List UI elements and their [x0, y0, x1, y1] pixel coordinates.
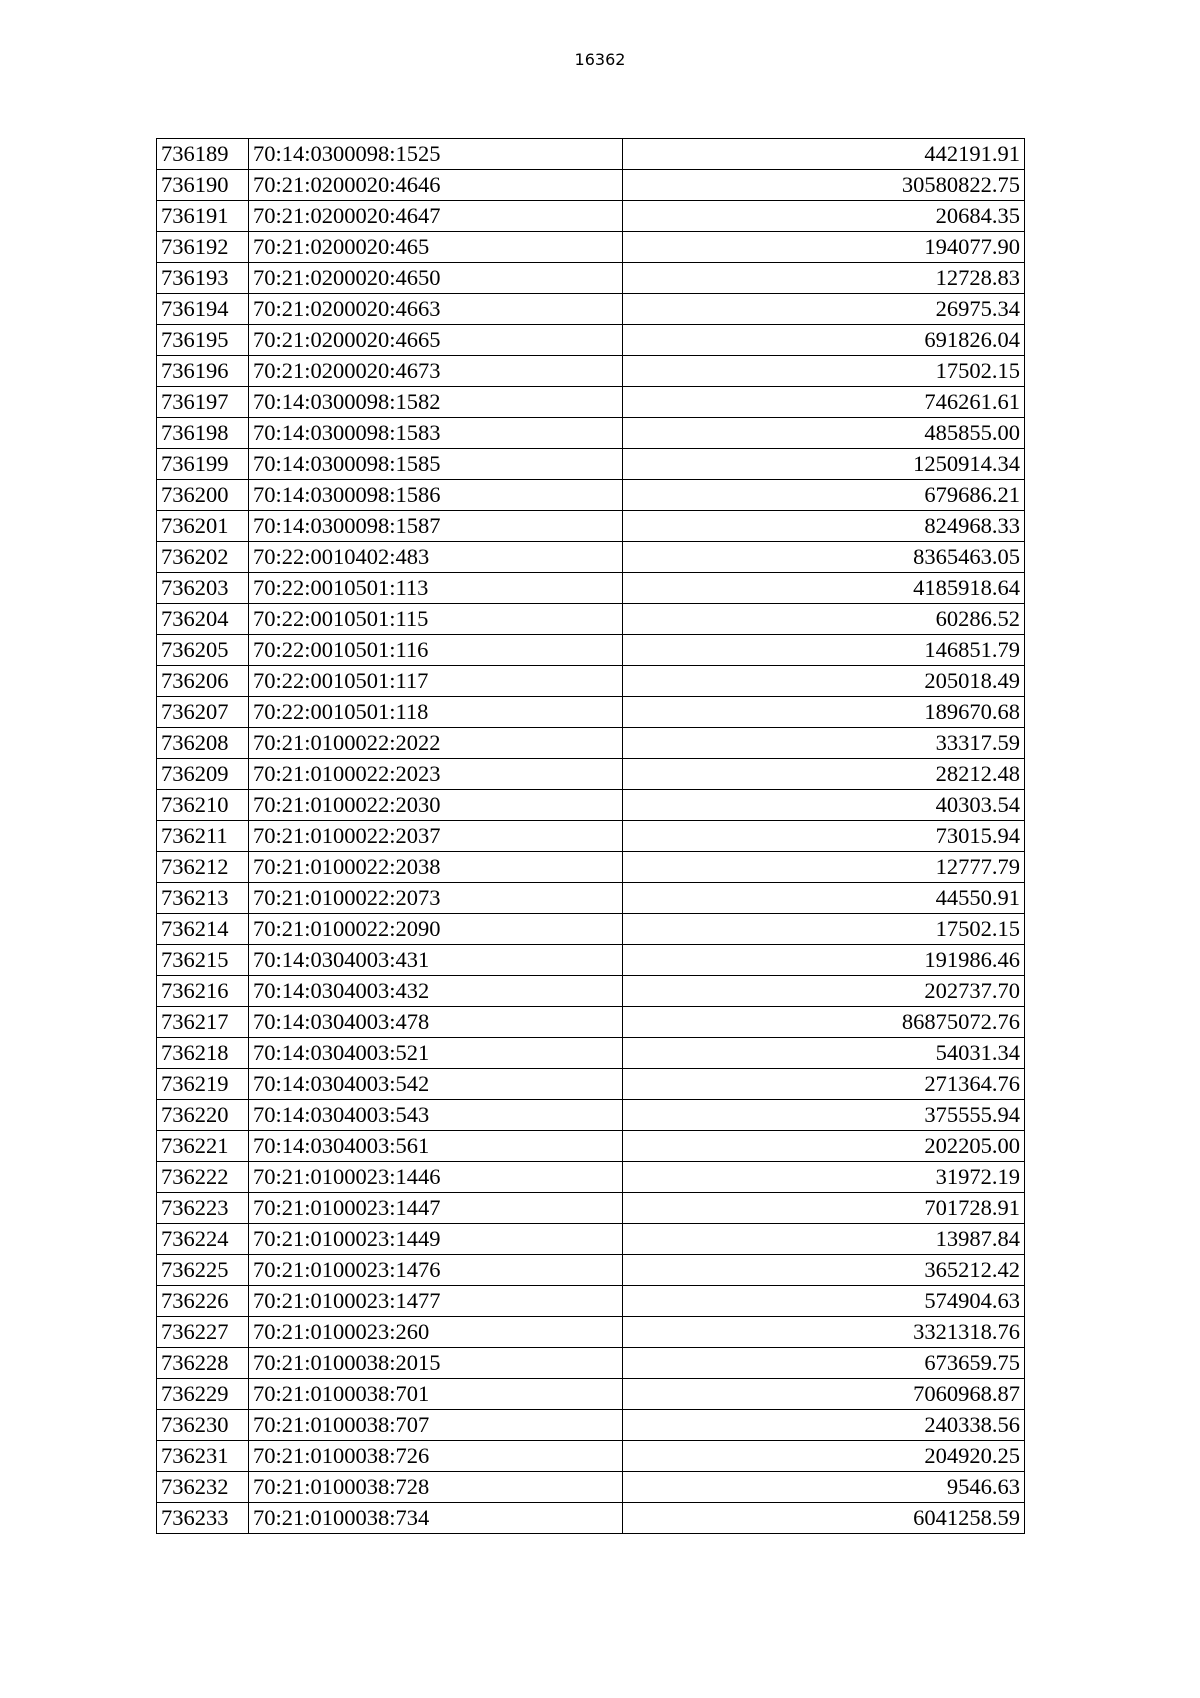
row-number-cell: 736191 — [157, 201, 249, 232]
cadastral-value-cell: 44550.91 — [623, 883, 1025, 914]
cadastral-value-cell: 375555.94 — [623, 1100, 1025, 1131]
row-number-cell: 736224 — [157, 1224, 249, 1255]
row-number-cell: 736223 — [157, 1193, 249, 1224]
cadastral-number-cell: 70:21:0100023:1449 — [249, 1224, 623, 1255]
cadastral-number-cell: 70:21:0100022:2022 — [249, 728, 623, 759]
cadastral-value-cell: 194077.90 — [623, 232, 1025, 263]
cadastral-number-cell: 70:21:0100038:707 — [249, 1410, 623, 1441]
table-row — [157, 1441, 1025, 1472]
table-row — [157, 1100, 1025, 1131]
table-row — [157, 1472, 1025, 1503]
table-row — [157, 697, 1025, 728]
cadastral-value-cell: 20684.35 — [623, 201, 1025, 232]
row-number-cell: 736194 — [157, 294, 249, 325]
row-number-cell: 736206 — [157, 666, 249, 697]
cadastral-value-cell: 824968.33 — [623, 511, 1025, 542]
cadastral-value-cell: 12777.79 — [623, 852, 1025, 883]
cadastral-value-cell: 204920.25 — [623, 1441, 1025, 1472]
row-number-cell: 736193 — [157, 263, 249, 294]
table-row — [157, 1410, 1025, 1441]
cadastral-number-cell: 70:21:0100022:2030 — [249, 790, 623, 821]
table-row — [157, 356, 1025, 387]
cadastral-number-cell: 70:22:0010501:116 — [249, 635, 623, 666]
cadastral-value-cell: 1250914.34 — [623, 449, 1025, 480]
cadastral-number-cell: 70:21:0100023:1447 — [249, 1193, 623, 1224]
cadastral-value-cell: 17502.15 — [623, 356, 1025, 387]
row-number-cell: 736216 — [157, 976, 249, 1007]
cadastral-number-cell: 70:22:0010402:483 — [249, 542, 623, 573]
cadastral-number-cell: 70:14:0300098:1585 — [249, 449, 623, 480]
row-number-cell: 736220 — [157, 1100, 249, 1131]
row-number-cell: 736209 — [157, 759, 249, 790]
cadastral-number-cell: 70:21:0100023:1476 — [249, 1255, 623, 1286]
table-row — [157, 1503, 1025, 1534]
table-row — [157, 449, 1025, 480]
row-number-cell: 736201 — [157, 511, 249, 542]
cadastral-value-cell: 6041258.59 — [623, 1503, 1025, 1534]
cadastral-number-cell: 70:21:0100022:2090 — [249, 914, 623, 945]
cadastral-value-cell: 86875072.76 — [623, 1007, 1025, 1038]
cadastral-number-cell: 70:21:0100023:1477 — [249, 1286, 623, 1317]
cadastral-number-cell: 70:21:0100038:728 — [249, 1472, 623, 1503]
cadastral-number-cell: 70:14:0304003:542 — [249, 1069, 623, 1100]
table-row — [157, 604, 1025, 635]
table-row — [157, 480, 1025, 511]
cadastral-number-cell: 70:21:0200020:4647 — [249, 201, 623, 232]
page-number: 16362 — [574, 50, 626, 69]
cadastral-value-cell: 17502.15 — [623, 914, 1025, 945]
cadastral-number-cell: 70:21:0200020:4650 — [249, 263, 623, 294]
table-row — [157, 294, 1025, 325]
table-row — [157, 1348, 1025, 1379]
cadastral-value-cell: 701728.91 — [623, 1193, 1025, 1224]
table-row — [157, 1193, 1025, 1224]
cadastral-number-cell: 70:14:0300098:1587 — [249, 511, 623, 542]
cadastral-value-cell: 673659.75 — [623, 1348, 1025, 1379]
cadastral-value-cell: 679686.21 — [623, 480, 1025, 511]
cadastral-value-table — [156, 138, 1025, 1534]
cadastral-number-cell: 70:14:0304003:543 — [249, 1100, 623, 1131]
cadastral-value-cell: 26975.34 — [623, 294, 1025, 325]
row-number-cell: 736212 — [157, 852, 249, 883]
table-row — [157, 1317, 1025, 1348]
table-row — [157, 635, 1025, 666]
cadastral-value-cell: 33317.59 — [623, 728, 1025, 759]
cadastral-value-cell: 28212.48 — [623, 759, 1025, 790]
table-row — [157, 418, 1025, 449]
row-number-cell: 736229 — [157, 1379, 249, 1410]
row-number-cell: 736215 — [157, 945, 249, 976]
cadastral-number-cell: 70:22:0010501:113 — [249, 573, 623, 604]
cadastral-number-cell: 70:21:0100038:734 — [249, 1503, 623, 1534]
cadastral-number-cell: 70:21:0100022:2037 — [249, 821, 623, 852]
cadastral-number-cell: 70:14:0304003:432 — [249, 976, 623, 1007]
row-number-cell: 736227 — [157, 1317, 249, 1348]
table-row — [157, 511, 1025, 542]
table-row — [157, 790, 1025, 821]
cadastral-value-cell: 189670.68 — [623, 697, 1025, 728]
cadastral-value-cell: 12728.83 — [623, 263, 1025, 294]
table-row — [157, 883, 1025, 914]
cadastral-number-cell: 70:21:0100023:1446 — [249, 1162, 623, 1193]
cadastral-value-cell: 40303.54 — [623, 790, 1025, 821]
table-row — [157, 201, 1025, 232]
cadastral-value-cell: 485855.00 — [623, 418, 1025, 449]
cadastral-value-cell: 202737.70 — [623, 976, 1025, 1007]
table-row — [157, 1379, 1025, 1410]
cadastral-number-cell: 70:22:0010501:117 — [249, 666, 623, 697]
cadastral-number-cell: 70:21:0200020:4665 — [249, 325, 623, 356]
cadastral-value-cell: 691826.04 — [623, 325, 1025, 356]
row-number-cell: 736218 — [157, 1038, 249, 1069]
row-number-cell: 736207 — [157, 697, 249, 728]
table-row — [157, 1038, 1025, 1069]
row-number-cell: 736222 — [157, 1162, 249, 1193]
table-row — [157, 976, 1025, 1007]
row-number-cell: 736195 — [157, 325, 249, 356]
table-row — [157, 821, 1025, 852]
cadastral-number-cell: 70:21:0200020:465 — [249, 232, 623, 263]
row-number-cell: 736197 — [157, 387, 249, 418]
table-body — [157, 139, 1025, 1534]
table-row — [157, 945, 1025, 976]
row-number-cell: 736196 — [157, 356, 249, 387]
cadastral-value-cell: 442191.91 — [623, 139, 1025, 170]
cadastral-value-cell: 365212.42 — [623, 1255, 1025, 1286]
cadastral-value-cell: 54031.34 — [623, 1038, 1025, 1069]
table-row — [157, 852, 1025, 883]
row-number-cell: 736211 — [157, 821, 249, 852]
cadastral-number-cell: 70:14:0304003:478 — [249, 1007, 623, 1038]
row-number-cell: 736221 — [157, 1131, 249, 1162]
table-row — [157, 387, 1025, 418]
table-row — [157, 1286, 1025, 1317]
row-number-cell: 736190 — [157, 170, 249, 201]
row-number-cell: 736213 — [157, 883, 249, 914]
row-number-cell: 736225 — [157, 1255, 249, 1286]
cadastral-value-cell: 271364.76 — [623, 1069, 1025, 1100]
table-row — [157, 263, 1025, 294]
cadastral-value-cell: 31972.19 — [623, 1162, 1025, 1193]
row-number-cell: 736226 — [157, 1286, 249, 1317]
table-row — [157, 1007, 1025, 1038]
row-number-cell: 736232 — [157, 1472, 249, 1503]
table-row — [157, 666, 1025, 697]
cadastral-number-cell: 70:21:0200020:4673 — [249, 356, 623, 387]
cadastral-number-cell: 70:21:0100022:2023 — [249, 759, 623, 790]
row-number-cell: 736208 — [157, 728, 249, 759]
cadastral-number-cell: 70:14:0300098:1582 — [249, 387, 623, 418]
cadastral-value-cell: 73015.94 — [623, 821, 1025, 852]
cadastral-number-cell: 70:21:0100038:2015 — [249, 1348, 623, 1379]
table-row — [157, 139, 1025, 170]
table-row — [157, 728, 1025, 759]
row-number-cell: 736228 — [157, 1348, 249, 1379]
table-row — [157, 542, 1025, 573]
row-number-cell: 736217 — [157, 1007, 249, 1038]
cadastral-value-cell: 7060968.87 — [623, 1379, 1025, 1410]
table-row — [157, 759, 1025, 790]
cadastral-value-cell: 574904.63 — [623, 1286, 1025, 1317]
row-number-cell: 736230 — [157, 1410, 249, 1441]
cadastral-number-cell: 70:21:0100038:701 — [249, 1379, 623, 1410]
cadastral-number-cell: 70:14:0300098:1525 — [249, 139, 623, 170]
cadastral-number-cell: 70:21:0100038:726 — [249, 1441, 623, 1472]
cadastral-value-cell: 746261.61 — [623, 387, 1025, 418]
row-number-cell: 736231 — [157, 1441, 249, 1472]
row-number-cell: 736199 — [157, 449, 249, 480]
row-number-cell: 736202 — [157, 542, 249, 573]
cadastral-number-cell: 70:14:0300098:1586 — [249, 480, 623, 511]
row-number-cell: 736205 — [157, 635, 249, 666]
cadastral-number-cell: 70:14:0304003:521 — [249, 1038, 623, 1069]
table-row — [157, 914, 1025, 945]
cadastral-value-cell: 9546.63 — [623, 1472, 1025, 1503]
cadastral-number-cell: 70:21:0100022:2038 — [249, 852, 623, 883]
row-number-cell: 736189 — [157, 139, 249, 170]
table-row — [157, 1162, 1025, 1193]
table-row — [157, 1255, 1025, 1286]
table-row — [157, 1069, 1025, 1100]
table-row — [157, 232, 1025, 263]
cadastral-value-cell: 8365463.05 — [623, 542, 1025, 573]
cadastral-number-cell: 70:21:0200020:4646 — [249, 170, 623, 201]
row-number-cell: 736210 — [157, 790, 249, 821]
table-row — [157, 1131, 1025, 1162]
table-row — [157, 325, 1025, 356]
cadastral-value-cell: 4185918.64 — [623, 573, 1025, 604]
cadastral-value-cell: 13987.84 — [623, 1224, 1025, 1255]
table-row — [157, 170, 1025, 201]
cadastral-value-cell: 191986.46 — [623, 945, 1025, 976]
cadastral-value-cell: 3321318.76 — [623, 1317, 1025, 1348]
row-number-cell: 736233 — [157, 1503, 249, 1534]
row-number-cell: 736219 — [157, 1069, 249, 1100]
cadastral-number-cell: 70:21:0200020:4663 — [249, 294, 623, 325]
row-number-cell: 736203 — [157, 573, 249, 604]
cadastral-value-cell: 30580822.75 — [623, 170, 1025, 201]
cadastral-value-cell: 202205.00 — [623, 1131, 1025, 1162]
cadastral-value-cell: 146851.79 — [623, 635, 1025, 666]
table-row — [157, 573, 1025, 604]
row-number-cell: 736214 — [157, 914, 249, 945]
cadastral-value-cell: 240338.56 — [623, 1410, 1025, 1441]
cadastral-number-cell: 70:21:0100023:260 — [249, 1317, 623, 1348]
table-row — [157, 1224, 1025, 1255]
cadastral-number-cell: 70:14:0304003:431 — [249, 945, 623, 976]
row-number-cell: 736192 — [157, 232, 249, 263]
cadastral-value-cell: 205018.49 — [623, 666, 1025, 697]
row-number-cell: 736200 — [157, 480, 249, 511]
row-number-cell: 736198 — [157, 418, 249, 449]
row-number-cell: 736204 — [157, 604, 249, 635]
cadastral-number-cell: 70:14:0304003:561 — [249, 1131, 623, 1162]
cadastral-number-cell: 70:22:0010501:118 — [249, 697, 623, 728]
cadastral-number-cell: 70:22:0010501:115 — [249, 604, 623, 635]
cadastral-number-cell: 70:14:0300098:1583 — [249, 418, 623, 449]
cadastral-number-cell: 70:21:0100022:2073 — [249, 883, 623, 914]
cadastral-value-cell: 60286.52 — [623, 604, 1025, 635]
